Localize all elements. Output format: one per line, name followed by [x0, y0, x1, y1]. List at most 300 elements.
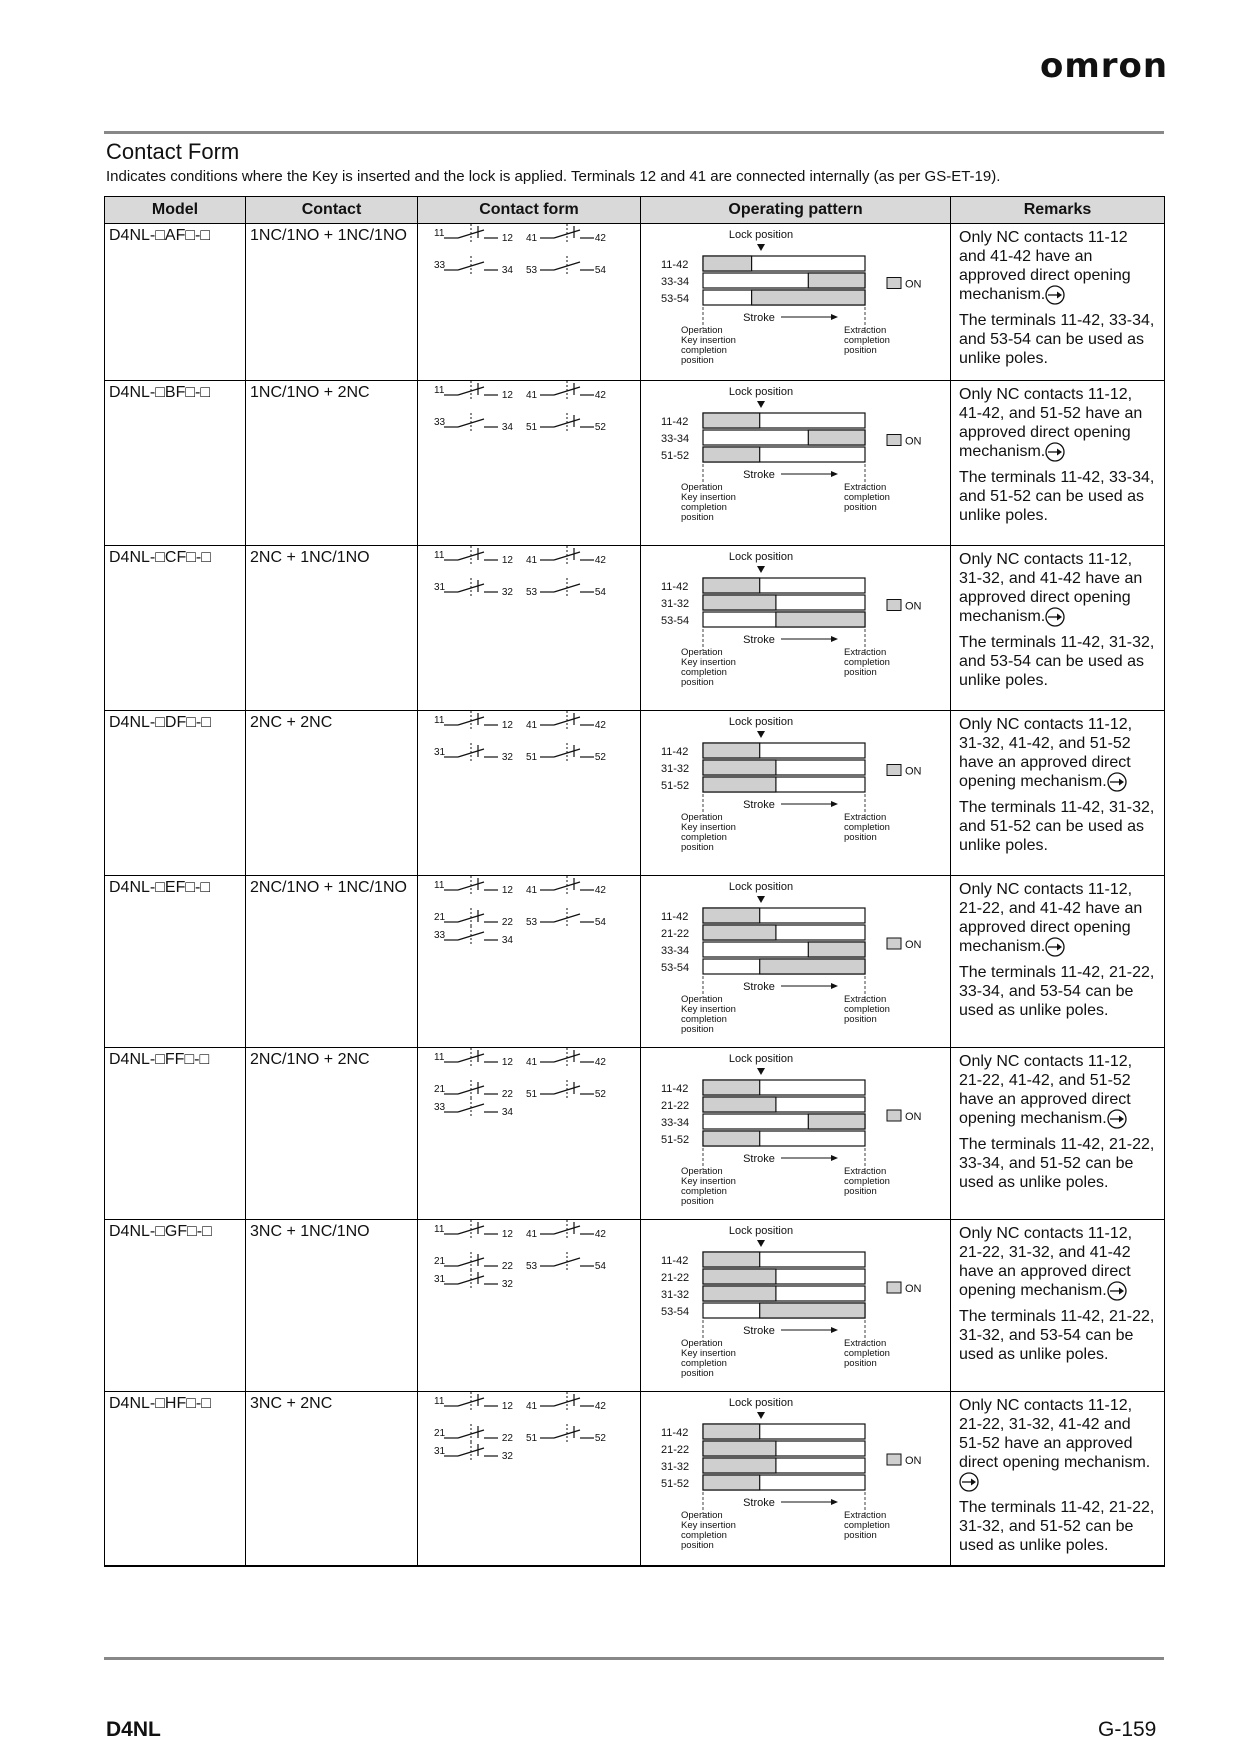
terminal-label: 32	[501, 1451, 513, 1462]
position-label: position	[681, 677, 714, 688]
contact-symbol	[444, 224, 498, 244]
on-legend-label: ON	[905, 939, 922, 951]
terminal-label: 41	[526, 390, 538, 401]
position-label: position	[844, 667, 877, 678]
stroke-arrowhead	[831, 1327, 838, 1333]
section-title: Contact Form	[106, 139, 240, 164]
position-label: position	[681, 355, 714, 366]
contact-form-diagram-cell	[418, 1392, 641, 1566]
operating-pattern-chart	[641, 711, 947, 872]
terminal-label: 41	[526, 555, 538, 566]
contact-symbol	[444, 1252, 498, 1272]
contact-symbol	[540, 413, 594, 433]
pattern-row-label: 33-34	[661, 433, 690, 445]
contact-cell: 2NC + 2NC	[246, 711, 418, 876]
model-cell: D4NL-□AF□-□	[105, 224, 246, 381]
completion-label: completion	[681, 1358, 727, 1369]
operating-pattern-cell	[641, 711, 951, 876]
operating-pattern-cell	[641, 876, 951, 1048]
terminal-label: 54	[594, 587, 606, 598]
completion-label: completion	[844, 822, 890, 833]
terminal-label: 22	[501, 1433, 513, 1444]
contact-symbol	[444, 711, 498, 731]
operating-pattern-cell	[641, 224, 951, 381]
operating-pattern-chart	[641, 876, 947, 1044]
contact-form-diagram-cell	[418, 381, 641, 546]
terminal-label: 53	[526, 1261, 538, 1272]
position-label: position	[681, 1024, 714, 1035]
terminal-label: 41	[526, 233, 538, 244]
operating-pattern-chart	[641, 1048, 947, 1216]
key-insertion-label: Key insertion	[681, 657, 736, 668]
stroke-arrowhead	[831, 636, 838, 642]
terminal-label: 54	[594, 265, 606, 276]
terminal-label: 51	[526, 1089, 538, 1100]
header-contact: Contact	[246, 197, 418, 224]
contact-symbol	[444, 1048, 498, 1068]
on-legend-swatch	[887, 1282, 901, 1293]
pattern-on-bar	[703, 1269, 776, 1284]
on-legend-swatch	[887, 1454, 901, 1465]
completion-label: completion	[681, 1014, 727, 1025]
lock-position-arrow	[757, 401, 765, 408]
contact-symbol	[444, 413, 498, 433]
key-insertion-label: Key insertion	[681, 1176, 736, 1187]
operating-pattern-cell	[641, 546, 951, 711]
terminal-label: 52	[594, 1089, 606, 1100]
position-label: position	[844, 1014, 877, 1025]
lock-position-arrow	[757, 896, 765, 903]
terminal-label: 22	[501, 1261, 513, 1272]
terminal-label: 33	[434, 417, 446, 428]
remarks-cell	[951, 546, 1165, 711]
terminal-label: 11	[434, 1052, 445, 1063]
terminal-label: 33	[434, 930, 446, 941]
remark-approved-text: Only NC contacts 11-12, 31-32, and 41-42 have an approved direct opening mechanism.	[959, 551, 1143, 626]
terminal-label: 22	[501, 917, 513, 928]
terminal-label: 12	[501, 555, 513, 566]
contact-symbol	[444, 256, 498, 276]
direct-opening-icon	[1045, 285, 1065, 305]
contact-form-diagram-cell	[418, 876, 641, 1048]
pattern-row-label: 11-42	[661, 1255, 689, 1267]
on-legend-swatch	[887, 600, 901, 611]
terminal-label: 53	[526, 265, 538, 276]
key-insertion-label: Key insertion	[681, 1004, 736, 1015]
terminal-label: 21	[434, 912, 446, 923]
contact-symbol	[540, 381, 594, 401]
terminal-label: 11	[434, 550, 445, 561]
terminal-label: 54	[594, 917, 606, 928]
footer-model: D4NL	[106, 1718, 161, 1741]
lock-position-label: Lock position	[728, 386, 794, 398]
position-label: position	[681, 1540, 714, 1551]
remarks-cell	[951, 711, 1165, 876]
contact-symbol	[444, 1424, 498, 1444]
terminal-label: 42	[594, 555, 606, 566]
terminal-label: 34	[501, 265, 513, 276]
contact-symbol	[540, 1252, 594, 1272]
model-cell: D4NL-□FF□-□	[105, 1048, 246, 1220]
model-cell: D4NL-□HF□-□	[105, 1392, 246, 1566]
position-label: position	[681, 1368, 714, 1379]
contact-symbol	[444, 381, 498, 401]
extraction-label: Extraction	[844, 482, 887, 493]
header-rule	[104, 131, 1164, 134]
remark-approved-text: Only NC contacts 11-12, 21-22, 31-32, and 41-42 have an approved direct opening mechanism.	[959, 1225, 1133, 1300]
contact-cell: 1NC/1NO + 1NC/1NO	[246, 224, 418, 381]
completion-label: completion	[681, 667, 727, 678]
operating-pattern-chart	[641, 381, 947, 542]
contact-form-diagram	[418, 1392, 638, 1472]
pattern-on-bar	[703, 1441, 776, 1456]
contact-form-diagram	[418, 546, 638, 626]
position-label: position	[844, 1186, 877, 1197]
pattern-on-bar	[703, 1458, 776, 1473]
pattern-row-label: 51-52	[661, 1134, 690, 1146]
lock-position-label: Lock position	[728, 716, 794, 728]
contact-symbol	[444, 1442, 498, 1462]
position-label: position	[681, 1196, 714, 1207]
terminal-label: 32	[501, 752, 513, 763]
contact-form-diagram-cell	[418, 224, 641, 381]
pattern-row-label: 21-22	[661, 1444, 690, 1456]
pattern-row-label: 33-34	[661, 1117, 690, 1129]
operating-pattern-cell	[641, 1392, 951, 1566]
terminal-label: 51	[526, 1433, 538, 1444]
pattern-row-label: 53-54	[661, 615, 690, 627]
completion-label: completion	[681, 345, 727, 356]
pattern-on-bar	[760, 1303, 865, 1318]
pattern-on-bar	[808, 942, 865, 957]
terminal-label: 34	[501, 422, 513, 433]
terminal-label: 31	[434, 1446, 446, 1457]
pattern-row-label: 11-42	[661, 416, 689, 428]
remark-unlike-poles-text: The terminals 11-42, 21-22, 33-34, and 53-54 can be used as unlike poles.	[959, 964, 1155, 1019]
lock-position-label: Lock position	[728, 881, 794, 893]
stroke-label: Stroke	[743, 981, 775, 993]
contact-form-diagram	[418, 876, 638, 956]
contact-symbol	[444, 578, 498, 598]
model-cell: D4NL-□DF□-□	[105, 711, 246, 876]
model-cell: D4NL-□BF□-□	[105, 381, 246, 546]
operation-label: Operation	[681, 1510, 723, 1521]
completion-label: completion	[681, 1186, 727, 1197]
pattern-row-label: 53-54	[661, 293, 690, 305]
position-label: position	[681, 512, 714, 523]
on-legend-swatch	[887, 765, 901, 776]
table-row	[105, 1048, 1165, 1220]
pattern-on-bar	[703, 1252, 760, 1267]
contact-cell: 2NC + 1NC/1NO	[246, 546, 418, 711]
remark-approved-text: Only NC contacts 11-12, 41-42, and 51-52 have an approved direct opening mechanism.	[959, 386, 1143, 461]
terminal-label: 32	[501, 587, 513, 598]
terminal-label: 12	[501, 1401, 513, 1412]
pattern-on-bar	[703, 413, 760, 428]
terminal-label: 12	[501, 233, 513, 244]
direct-opening-icon	[1107, 1109, 1127, 1129]
pattern-row-label: 51-52	[661, 450, 690, 462]
table-row	[105, 711, 1165, 876]
completion-label: completion	[844, 335, 890, 346]
terminal-label: 21	[434, 1084, 446, 1095]
terminal-label: 11	[434, 1224, 445, 1235]
terminal-label: 31	[434, 747, 446, 758]
terminal-label: 21	[434, 1428, 446, 1439]
pattern-row-label: 11-42	[661, 259, 689, 271]
terminal-label: 41	[526, 1229, 538, 1240]
contact-symbol	[444, 1080, 498, 1100]
stroke-arrowhead	[831, 1499, 838, 1505]
completion-label: completion	[681, 1530, 727, 1541]
operating-pattern-cell	[641, 1220, 951, 1392]
lock-position-arrow	[757, 1068, 765, 1075]
pattern-row-label: 31-32	[661, 1289, 690, 1301]
terminal-label: 33	[434, 260, 446, 271]
pattern-row-label: 33-34	[661, 276, 690, 288]
on-legend-label: ON	[905, 1283, 922, 1295]
terminal-label: 41	[526, 1401, 538, 1412]
terminal-label: 53	[526, 587, 538, 598]
stroke-label: Stroke	[743, 1153, 775, 1165]
key-insertion-label: Key insertion	[681, 822, 736, 833]
operating-pattern-cell	[641, 1048, 951, 1220]
terminal-label: 12	[501, 720, 513, 731]
on-legend-label: ON	[905, 278, 922, 291]
contact-symbol	[444, 926, 498, 946]
operation-label: Operation	[681, 647, 723, 658]
pattern-row-label: 31-32	[661, 598, 690, 610]
terminal-label: 42	[594, 1057, 606, 1068]
pattern-row-label: 53-54	[661, 962, 690, 974]
remark-approved-text: Only NC contacts 11-12, 21-22, 41-42, and 51-52 have an approved direct opening mechanism.	[959, 1053, 1133, 1128]
stroke-arrowhead	[831, 983, 838, 989]
remarks-cell	[951, 224, 1165, 381]
contact-symbol	[540, 711, 594, 731]
direct-opening-icon	[1045, 442, 1065, 462]
page-number: G-159	[1098, 1718, 1157, 1741]
lock-position-label: Lock position	[728, 551, 794, 563]
position-label: position	[844, 1358, 877, 1369]
on-legend-label: ON	[905, 1111, 922, 1123]
terminal-label: 11	[434, 385, 445, 396]
remark-approved-text: Only NC contacts 11-12, 21-22, and 41-42 have an approved direct opening mechanism.	[959, 881, 1143, 956]
terminal-label: 51	[526, 752, 538, 763]
pattern-row-label: 11-42	[661, 746, 689, 758]
operation-label: Operation	[681, 325, 723, 336]
remark-unlike-poles-text: The terminals 11-42, 21-22, 31-32, and 51-52 can be used as unlike poles.	[959, 1499, 1155, 1554]
operating-pattern-chart	[641, 224, 947, 377]
pattern-row-label: 21-22	[661, 1100, 690, 1112]
contact-symbol	[540, 1220, 594, 1240]
contact-symbol	[540, 1048, 594, 1068]
remark-unlike-poles-text: The terminals 11-42, 33-34, and 53-54 can be used as unlike poles.	[959, 312, 1155, 367]
terminal-label: 11	[434, 715, 445, 726]
omron-logo: omron	[1040, 46, 1169, 86]
remarks-cell	[951, 1220, 1165, 1392]
header-operating-pattern: Operating pattern	[641, 197, 951, 224]
contact-form-diagram	[418, 224, 638, 304]
operation-label: Operation	[681, 1166, 723, 1177]
stroke-label: Stroke	[743, 1497, 775, 1509]
remarks-cell	[951, 876, 1165, 1048]
contact-symbol	[540, 224, 594, 244]
completion-label: completion	[844, 1004, 890, 1015]
pattern-row-label: 33-34	[661, 945, 690, 957]
terminal-label: 42	[594, 1229, 606, 1240]
direct-opening-icon	[1045, 607, 1065, 627]
stroke-label: Stroke	[743, 799, 775, 811]
pattern-on-bar	[703, 447, 760, 462]
terminal-label: 34	[501, 935, 513, 946]
terminal-label: 11	[434, 228, 445, 239]
extraction-label: Extraction	[844, 325, 887, 336]
terminal-label: 33	[434, 1102, 446, 1113]
pattern-on-bar	[703, 1286, 776, 1301]
remark-unlike-poles-text: The terminals 11-42, 21-22, 33-34, and 51-52 can be used as unlike poles.	[959, 1136, 1155, 1191]
on-legend-swatch	[887, 938, 901, 949]
lock-position-arrow	[757, 1240, 765, 1247]
pattern-on-bar	[703, 777, 776, 792]
terminal-label: 41	[526, 720, 538, 731]
lock-position-label: Lock position	[728, 1397, 794, 1409]
pattern-on-bar	[703, 1080, 760, 1095]
on-legend-swatch	[887, 435, 901, 446]
stroke-arrowhead	[831, 471, 838, 477]
terminal-label: 42	[594, 233, 606, 244]
model-cell: D4NL-□GF□-□	[105, 1220, 246, 1392]
completion-label: completion	[844, 657, 890, 668]
contact-cell: 1NC/1NO + 2NC	[246, 381, 418, 546]
contact-symbol	[444, 876, 498, 896]
remark-unlike-poles-text: The terminals 11-42, 21-22, 31-32, and 53-54 can be used as unlike poles.	[959, 1308, 1155, 1363]
terminal-label: 41	[526, 885, 538, 896]
pattern-on-bar	[703, 1131, 760, 1146]
terminal-label: 42	[594, 390, 606, 401]
extraction-label: Extraction	[844, 1166, 887, 1177]
lock-position-label: Lock position	[728, 1225, 794, 1237]
contact-form-diagram	[418, 1220, 638, 1300]
contact-form-diagram	[418, 1048, 638, 1128]
pattern-on-bar	[808, 430, 865, 445]
direct-opening-icon	[1107, 1281, 1127, 1301]
pattern-on-bar	[703, 256, 752, 271]
position-label: position	[844, 832, 877, 843]
remark-unlike-poles-text: The terminals 11-42, 31-32, and 51-52 can be used as unlike poles.	[959, 799, 1155, 854]
pattern-on-bar	[760, 959, 865, 974]
position-label: position	[844, 345, 877, 356]
contact-symbol	[540, 546, 594, 566]
contact-form-diagram	[418, 381, 638, 461]
pattern-on-bar	[703, 1424, 760, 1439]
model-cell: D4NL-□EF□-□	[105, 876, 246, 1048]
table-header-row	[105, 197, 1165, 224]
pattern-row-label: 51-52	[661, 1478, 690, 1490]
operation-label: Operation	[681, 482, 723, 493]
terminal-label: 52	[594, 1433, 606, 1444]
stroke-arrowhead	[831, 801, 838, 807]
terminal-label: 42	[594, 720, 606, 731]
lock-position-arrow	[757, 1412, 765, 1419]
contact-symbol	[444, 1220, 498, 1240]
completion-label: completion	[844, 1348, 890, 1359]
lock-position-arrow	[757, 731, 765, 738]
position-label: position	[844, 1530, 877, 1541]
pattern-row-label: 51-52	[661, 780, 690, 792]
terminal-label: 42	[594, 1401, 606, 1412]
pattern-on-bar	[703, 1475, 760, 1490]
operating-pattern-chart	[641, 1392, 947, 1562]
stroke-label: Stroke	[743, 469, 775, 481]
terminal-label: 31	[434, 1274, 446, 1285]
pattern-on-bar	[776, 612, 865, 627]
table-row	[105, 224, 1165, 381]
remark-unlike-poles-text: The terminals 11-42, 31-32, and 53-54 can be used as unlike poles.	[959, 634, 1155, 689]
contact-symbol	[444, 1098, 498, 1118]
contact-cell: 2NC/1NO + 1NC/1NO	[246, 876, 418, 1048]
pattern-on-bar	[703, 908, 760, 923]
pattern-row-label: 31-32	[661, 763, 690, 775]
contact-cell: 2NC/1NO + 2NC	[246, 1048, 418, 1220]
stroke-arrowhead	[831, 314, 838, 320]
operation-label: Operation	[681, 994, 723, 1005]
pattern-row-label: 11-42	[661, 1427, 689, 1439]
direct-opening-icon	[1045, 937, 1065, 957]
position-label: position	[844, 502, 877, 513]
completion-label: completion	[681, 832, 727, 843]
terminal-label: 53	[526, 917, 538, 928]
stroke-label: Stroke	[743, 1325, 775, 1337]
contact-form-table	[104, 196, 1165, 1567]
terminal-label: 52	[594, 422, 606, 433]
contact-symbol	[540, 256, 594, 276]
contact-symbol	[540, 1424, 594, 1444]
operating-pattern-chart	[641, 1220, 947, 1388]
key-insertion-label: Key insertion	[681, 1520, 736, 1531]
model-cell: D4NL-□CF□-□	[105, 546, 246, 711]
extraction-label: Extraction	[844, 1510, 887, 1521]
terminal-label: 12	[501, 885, 513, 896]
direct-opening-icon	[1107, 772, 1127, 792]
operation-label: Operation	[681, 1338, 723, 1349]
header-model: Model	[105, 197, 246, 224]
completion-label: completion	[844, 1176, 890, 1187]
on-legend-label: ON	[905, 765, 922, 778]
terminal-label: 31	[434, 582, 446, 593]
table-row	[105, 381, 1165, 546]
terminal-label: 12	[501, 1057, 513, 1068]
key-insertion-label: Key insertion	[681, 335, 736, 346]
terminal-label: 11	[434, 880, 445, 891]
footer-rule	[104, 1657, 1164, 1660]
terminal-label: 21	[434, 1256, 446, 1267]
key-insertion-label: Key insertion	[681, 492, 736, 503]
pattern-on-bar	[703, 578, 760, 593]
stroke-label: Stroke	[743, 312, 775, 324]
pattern-on-bar	[703, 760, 776, 775]
intro-text: Indicates conditions where the Key is inserted and the lock is applied. Terminals 12 and 41 are connected internally (as per GS-ET-19).	[106, 168, 1001, 185]
completion-label: completion	[844, 1520, 890, 1531]
contact-form-diagram-cell	[418, 711, 641, 876]
header-contact-form: Contact form	[418, 197, 641, 224]
header-remarks: Remarks	[951, 197, 1165, 224]
contact-cell: 3NC + 1NC/1NO	[246, 1220, 418, 1392]
remark-approved-text: Only NC contacts 11-12 and 41-42 have an approved direct opening mechanism.	[959, 229, 1131, 304]
pattern-row-label: 31-32	[661, 1461, 690, 1473]
pattern-on-bar	[703, 595, 776, 610]
completion-label: completion	[844, 492, 890, 503]
pattern-on-bar	[703, 743, 760, 758]
